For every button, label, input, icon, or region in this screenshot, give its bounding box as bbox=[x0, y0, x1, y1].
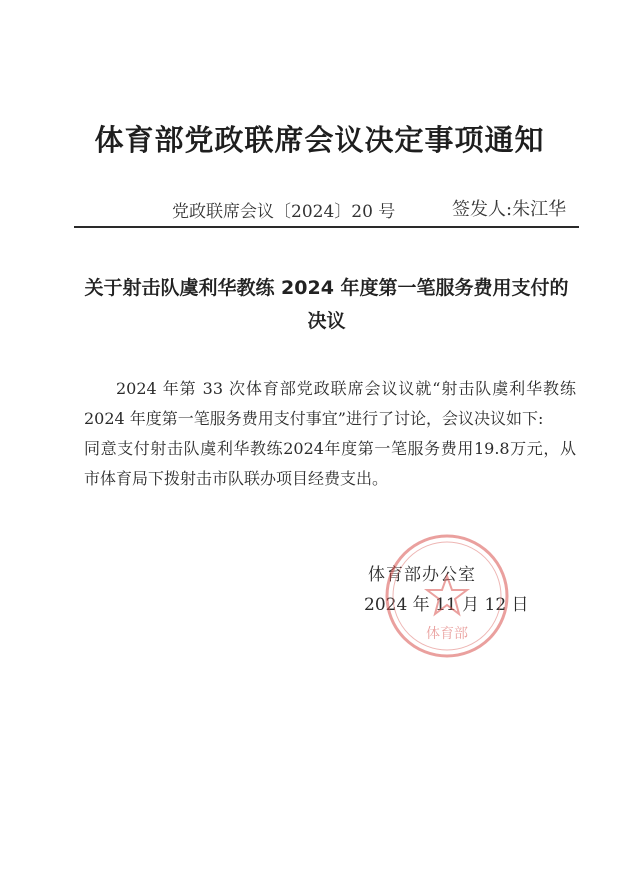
document-number: 党政联席会议〔2024〕20 号 bbox=[172, 202, 396, 222]
subject-title bbox=[70, 272, 583, 338]
subject-title-line-2: 决议 bbox=[307, 310, 346, 332]
signature-office: 体育部办公室 bbox=[368, 565, 476, 585]
document-issuer: 签发人:朱江华 bbox=[452, 199, 567, 220]
body-paragraph-1: 2024 年第 33 次体育部党政联席会议议就“射击队虞利华教练 2024 年度第一笔服务费用支付事宜”进行了讨论，会议决议如下: bbox=[84, 379, 576, 428]
body-text bbox=[84, 374, 576, 494]
document-title: 体育部党政联席会议决定事项通知 bbox=[94, 123, 545, 157]
official-seal-icon bbox=[383, 532, 511, 660]
subject-title-line-1: 关于射击队虞利华教练 2024 年度第一笔服务费用支付的 bbox=[84, 277, 569, 299]
header-divider bbox=[74, 226, 579, 228]
signature-date: 2024 年 11 月 12 日 bbox=[364, 595, 529, 615]
body-paragraph-2: 同意支付射击队虞利华教练2024年度第一笔服务费用19.8万元，从市体育局下拨射击市队联办项目经费支出。 bbox=[84, 439, 576, 488]
svg-text:体育部: 体育部 bbox=[426, 626, 468, 642]
